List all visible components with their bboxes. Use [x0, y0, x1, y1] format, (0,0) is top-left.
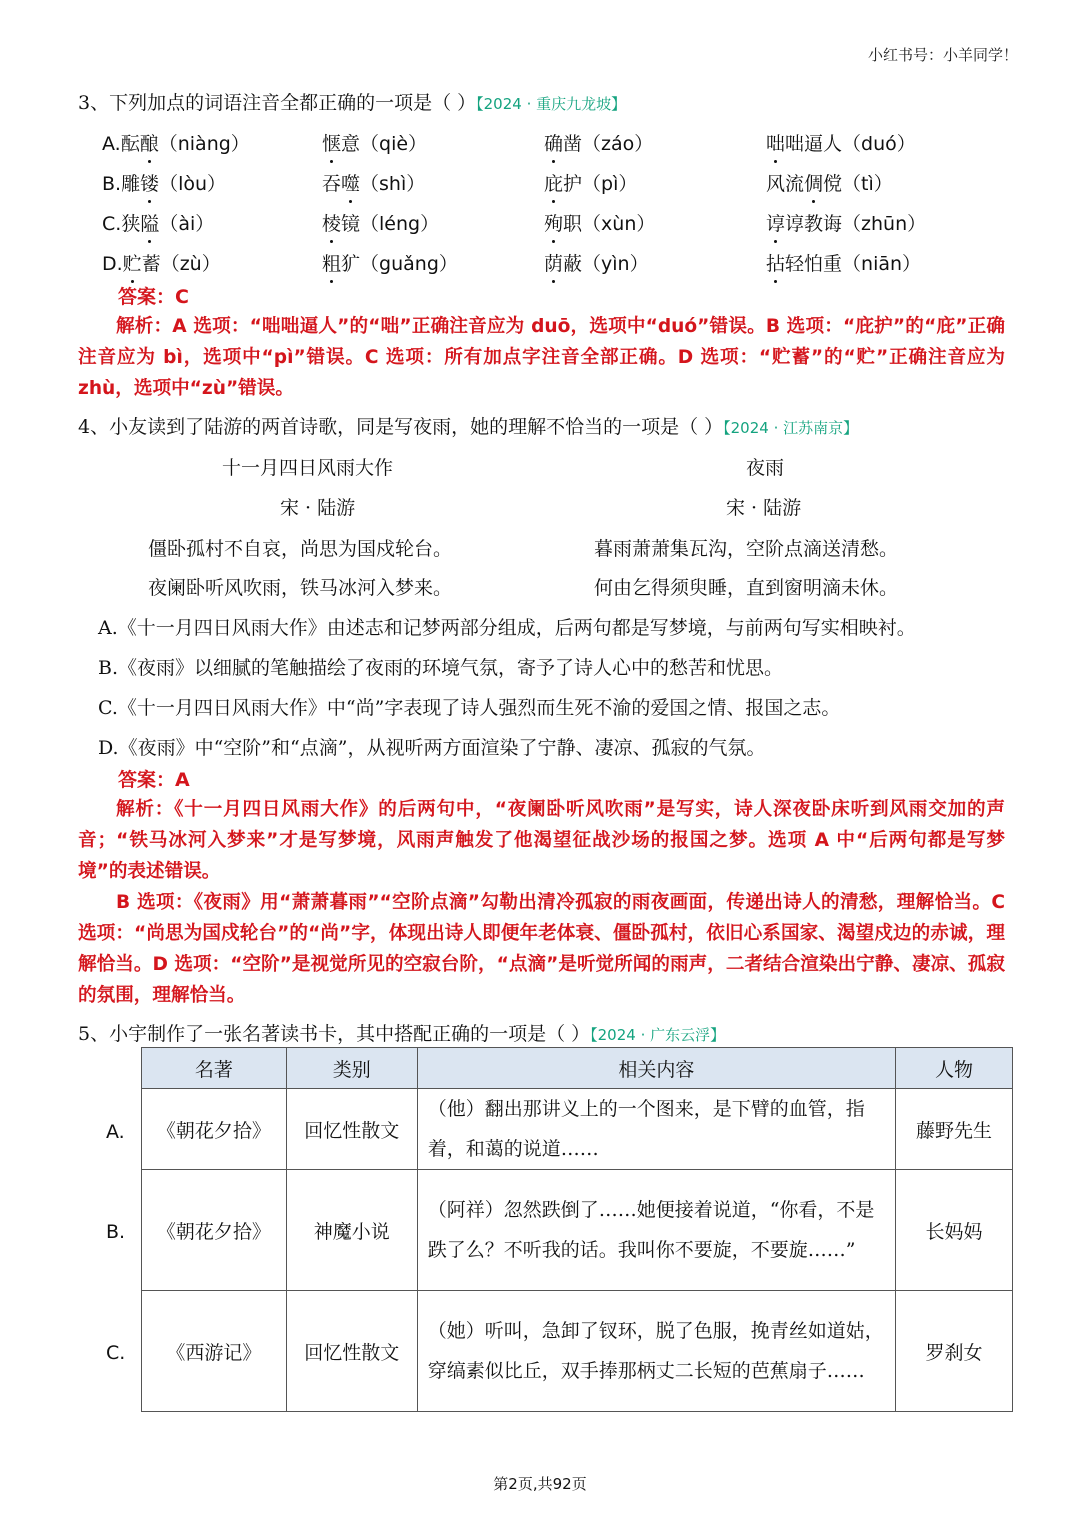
q3-option-item — [766, 209, 926, 236]
q3-option-item — [102, 209, 214, 236]
dotted-char: 噬 — [341, 169, 360, 196]
header-content: 相关内容 — [417, 1048, 895, 1089]
word-prefix: 吞 — [322, 173, 342, 195]
q4-stem — [78, 412, 858, 439]
word-suffix: 谆教诲 — [785, 213, 843, 235]
q4-source: 【2024 · 江苏南京】 — [723, 419, 859, 437]
cell-genre: 回忆性散文 — [286, 1291, 417, 1412]
pinyin: （lòu） — [159, 173, 227, 195]
poem1-line1: 僵卧孤村不自哀，尚思为国戍轮台。 — [148, 538, 453, 560]
q3-option-item — [544, 129, 653, 156]
word-suffix: 护 — [563, 173, 583, 195]
cell-content: （阿祥）忽然跌倒了……她便接着说道，“你看，不是跌了么？不听我的话。我叫你不要旋，不要旋……” — [417, 1170, 895, 1291]
dotted-char: 棱 — [322, 209, 341, 236]
pinyin: （qiè） — [360, 133, 428, 155]
option-letter: A. — [102, 133, 121, 155]
pinyin: （xùn） — [582, 213, 656, 235]
q5-row-label-c: C. — [106, 1342, 126, 1364]
option-letter: D. — [102, 253, 123, 275]
word-suffix: 咄逼人 — [785, 133, 843, 155]
pinyin: （niàng） — [158, 133, 250, 155]
dotted-char: 殉 — [544, 209, 563, 236]
q3-stem — [78, 88, 626, 115]
table-row — [142, 1291, 1013, 1412]
poem2-title: 夜雨 — [746, 457, 785, 479]
q3-option-item — [766, 169, 893, 196]
pinyin: （záo） — [582, 133, 654, 155]
q4-option-c: C.《十一月四日风雨大作》中“尚”字表现了诗人强烈而生死不渝的爱国之情、报国之志。 — [98, 697, 841, 719]
q3-option-item — [102, 129, 250, 156]
word-suffix: 轻怕重 — [785, 253, 843, 275]
q3-option-item — [322, 169, 425, 196]
q3-option-item — [102, 169, 226, 196]
word-prefix: 风流 — [766, 173, 805, 195]
pinyin: （pì） — [582, 173, 638, 195]
pinyin: （yìn） — [582, 253, 649, 275]
q4-explanation-2: B 选项：《夜雨》用“萧萧暮雨”“空阶点滴”勾勒出清冷孤寂的雨夜画面，传递出诗人的清愁，理解恰当。C 选项：“尚思为国戍轮台”的“尚”字，体现出诗人即便年老体衰、僵卧孤村，依旧心系国家、渴望戍边的赤诚，理解恰当。D 选项：“空阶”是视觉所见的空寂台阶，“点滴”是听觉所闻的雨声，二者结合渲染出宁静、凄凉、孤寂的氛围，理解恰当。 — [78, 892, 1005, 1006]
word-suffix: 职 — [563, 213, 583, 235]
q3-option-item — [322, 129, 427, 156]
poem2-line2: 何由乞得须臾睡，直到窗明滴未休。 — [594, 577, 899, 599]
q3-stem-text: 3、下列加点的词语注音全都正确的一项是（ ） — [78, 92, 477, 114]
q4-option-d: D.《夜雨》中“空阶”和“点滴”，从视听两方面渲染了宁静、凄凉、孤寂的气氛。 — [98, 737, 766, 759]
cell-content: （她）听叫，急卸了钗环，脱了色服，挽青丝如道姑，穿缟素似比丘，双手捧那柄丈二长短的芭蕉扇子…… — [417, 1291, 895, 1412]
header-person: 人物 — [896, 1048, 1013, 1089]
dotted-char: 确 — [544, 129, 563, 156]
dotted-char: 镂 — [140, 169, 159, 196]
word-suffix: 蓄 — [141, 253, 161, 275]
q4-explanation-1: 解析：《十一月四日风雨大作》的后两句中，“夜阑卧听风吹雨”是写实，诗人深夜卧床听到风雨交加的声音；“铁马冰河入梦来”才是写梦境，风雨声触发了他渴望征战沙场的报国之梦。选项 A 中“后两句都是写梦境”的表述错误。 — [78, 799, 1005, 882]
poem2-author: 宋 · 陆游 — [726, 497, 802, 519]
header-genre: 类别 — [286, 1048, 417, 1089]
poem1-line2: 夜阑卧听风吹雨，铁马冰河入梦来。 — [148, 577, 453, 599]
poem1-author: 宋 · 陆游 — [280, 497, 356, 519]
pinyin: （shì） — [360, 173, 426, 195]
dotted-char: 贮 — [123, 249, 142, 276]
table-header-row — [142, 1048, 1013, 1089]
word-suffix: 镜 — [341, 213, 361, 235]
dotted-char: 拈 — [766, 249, 785, 276]
header-book: 名著 — [142, 1048, 287, 1089]
dotted-char: 隘 — [140, 209, 159, 236]
dotted-char: 酿 — [140, 129, 159, 156]
pinyin: （tì） — [842, 173, 893, 195]
q3-answer: 答案：C — [118, 286, 189, 308]
q5-row-label-a: A. — [106, 1121, 125, 1143]
pinyin: （zù） — [160, 253, 221, 275]
q5-source: 【2024 · 广东云浮】 — [590, 1026, 726, 1044]
cell-person: 藤野先生 — [896, 1089, 1013, 1170]
q5-stem-text: 5、小宇制作了一张名著读书卡，其中搭配正确的一项是（ ） — [78, 1023, 591, 1045]
pinyin: （léng） — [360, 213, 440, 235]
q5-stem — [78, 1019, 725, 1046]
watermark: 小红书号：小羊同学！ — [867, 46, 1018, 64]
q3-option-item — [766, 129, 916, 156]
dotted-char: 谆 — [766, 209, 785, 236]
pinyin: （ài） — [159, 213, 215, 235]
poem2-line1: 暮雨萧萧集瓦沟，空阶点滴送清愁。 — [594, 538, 899, 560]
table-row — [142, 1089, 1013, 1170]
page-footer: 第2页,共92页 — [493, 1475, 587, 1493]
dotted-char: 惬 — [322, 129, 341, 156]
q4-answer: 答案：A — [118, 769, 190, 791]
word-suffix: 傥 — [823, 173, 843, 195]
reading-card-table — [141, 1047, 1013, 1412]
dotted-char: 倜 — [804, 169, 823, 196]
q3-option-item — [322, 209, 439, 236]
pinyin: （niān） — [842, 253, 922, 275]
pinyin: （guǎng） — [360, 253, 458, 275]
poem1-title: 十一月四日风雨大作 — [222, 457, 394, 479]
dotted-char: 庇 — [544, 169, 563, 196]
dotted-char: 咄 — [766, 129, 785, 156]
pinyin: （zhūn） — [842, 213, 927, 235]
word-suffix: 凿 — [563, 133, 583, 155]
cell-person: 长妈妈 — [896, 1170, 1013, 1291]
cell-book: 《朝花夕拾》 — [142, 1170, 287, 1291]
word-suffix: 蔽 — [563, 253, 583, 275]
word-prefix: 酝 — [120, 133, 140, 155]
dotted-char: 荫 — [544, 249, 563, 276]
option-letter: B. — [102, 173, 122, 195]
q3-option-item — [544, 209, 655, 236]
cell-person: 罗刹女 — [896, 1291, 1013, 1412]
word-prefix: 狭 — [121, 213, 141, 235]
cell-book: 《西游记》 — [142, 1291, 287, 1412]
q3-source: 【2024 · 重庆九龙坡】 — [476, 95, 627, 113]
q4-option-a: A.《十一月四日风雨大作》由述志和记梦两部分组成，后两句都是写梦境，与前两句写实相映衬。 — [98, 617, 916, 639]
cell-genre: 神魔小说 — [286, 1170, 417, 1291]
q3-option-item — [322, 249, 458, 276]
q3-explanation: 解析：A 选项：“咄咄逼人”的“咄”正确注音应为 duō，选项中“duó”错误。B 选项：“庇护”的“庇”正确注音应为 bì，选项中“pì”错误。C 选项：所有加点字注音全部正确。D 选项：“贮蓄”的“贮”正确注音应为 zhù，选项中“zù”错误。 — [78, 316, 1005, 399]
option-letter: C. — [102, 213, 122, 235]
table-row — [142, 1170, 1013, 1291]
q4-option-b: B.《夜雨》以细腻的笔触描绘了夜雨的环境气氛，寄予了诗人心中的愁苦和忧思。 — [98, 657, 784, 679]
q5-row-label-b: B. — [106, 1221, 126, 1243]
word-suffix: 意 — [341, 133, 361, 155]
pinyin: （duó） — [842, 133, 916, 155]
q3-option-item — [766, 249, 921, 276]
dotted-char: 粗 — [322, 249, 341, 276]
q3-option-item — [544, 249, 649, 276]
cell-book: 《朝花夕拾》 — [142, 1089, 287, 1170]
cell-genre: 回忆性散文 — [286, 1089, 417, 1170]
q4-stem-text: 4、小友读到了陆游的两首诗歌，同是写夜雨，她的理解不恰当的一项是（ ） — [78, 416, 724, 438]
word-suffix: 犷 — [341, 253, 361, 275]
cell-content: （他）翻出那讲义上的一个图来，是下臂的血管，指着，和蔼的说道…… — [417, 1089, 895, 1170]
word-prefix: 雕 — [121, 173, 141, 195]
q3-option-item — [102, 249, 221, 276]
q3-option-item — [544, 169, 637, 196]
